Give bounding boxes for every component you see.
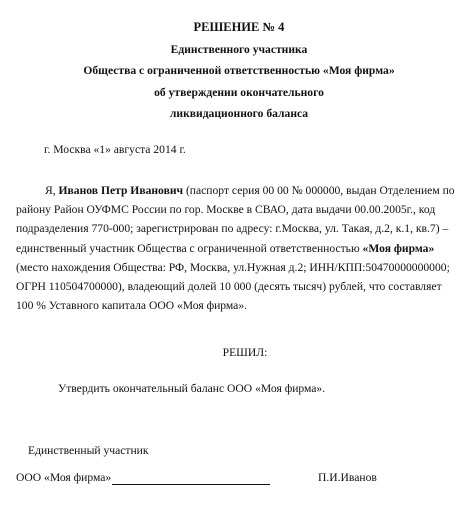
- body-line-6: ОГРН 110504700000), владеющий долей 10 000 (десять тысяч) рублей, что составляет: [16, 280, 442, 294]
- header-balance-line: ликвидационного баланса: [169, 107, 309, 120]
- resolved-heading: РЕШИЛ:: [222, 346, 268, 359]
- body-line-4: [16, 239, 468, 258]
- header-purpose-line: об утверждении окончательного: [154, 86, 324, 99]
- place-and-date: г. Москва «1» августа 2014 г.: [44, 143, 186, 156]
- body-line-3: подразделения 770-000; зарегистрирован по адресу: г.Москва, ул. Такая, д.2, к.1, кв.7) –: [16, 222, 449, 236]
- signature-line: [112, 484, 270, 485]
- body-line-1: [16, 181, 468, 200]
- body-line-5: (место нахождения Общества: РФ, Москва, ул.Нужная д.2; ИНН/КПП:50470000000000;: [16, 260, 450, 274]
- body-line-1-prefix: Я,: [45, 184, 59, 197]
- body-paragraph: [16, 181, 468, 315]
- signatory-name: П.И.Иванов: [318, 471, 377, 484]
- signatory-role: Единственный участник: [28, 444, 149, 457]
- body-line-7: 100 % Уставного капитала ООО «Моя фирма».: [16, 299, 248, 313]
- body-line-1-suffix: (паспорт серия 00 00 № 000000, выдан Отделением по: [183, 184, 455, 197]
- company-name: «Моя фирма»: [362, 241, 435, 255]
- header-company-line: Общества с ограниченной ответственностью «Моя фирма»: [83, 64, 395, 77]
- body-line-4-prefix: единственный участник Общества с ограниченной ответственностью: [16, 241, 363, 255]
- signatory-organization: ООО «Моя фирма»: [16, 471, 112, 484]
- participant-name: Иванов Петр Иванович: [58, 184, 184, 197]
- body-line-2: району Район ОУФМС России по гор. Москве в СВАО, дата выдачи 00.00.2005г., код: [16, 203, 436, 217]
- decision-text: Утвердить окончательный баланс ООО «Моя фирма».: [58, 382, 326, 395]
- header-subject-line: Единственного участника: [170, 43, 308, 56]
- document-title: РЕШЕНИЕ № 4: [193, 20, 285, 34]
